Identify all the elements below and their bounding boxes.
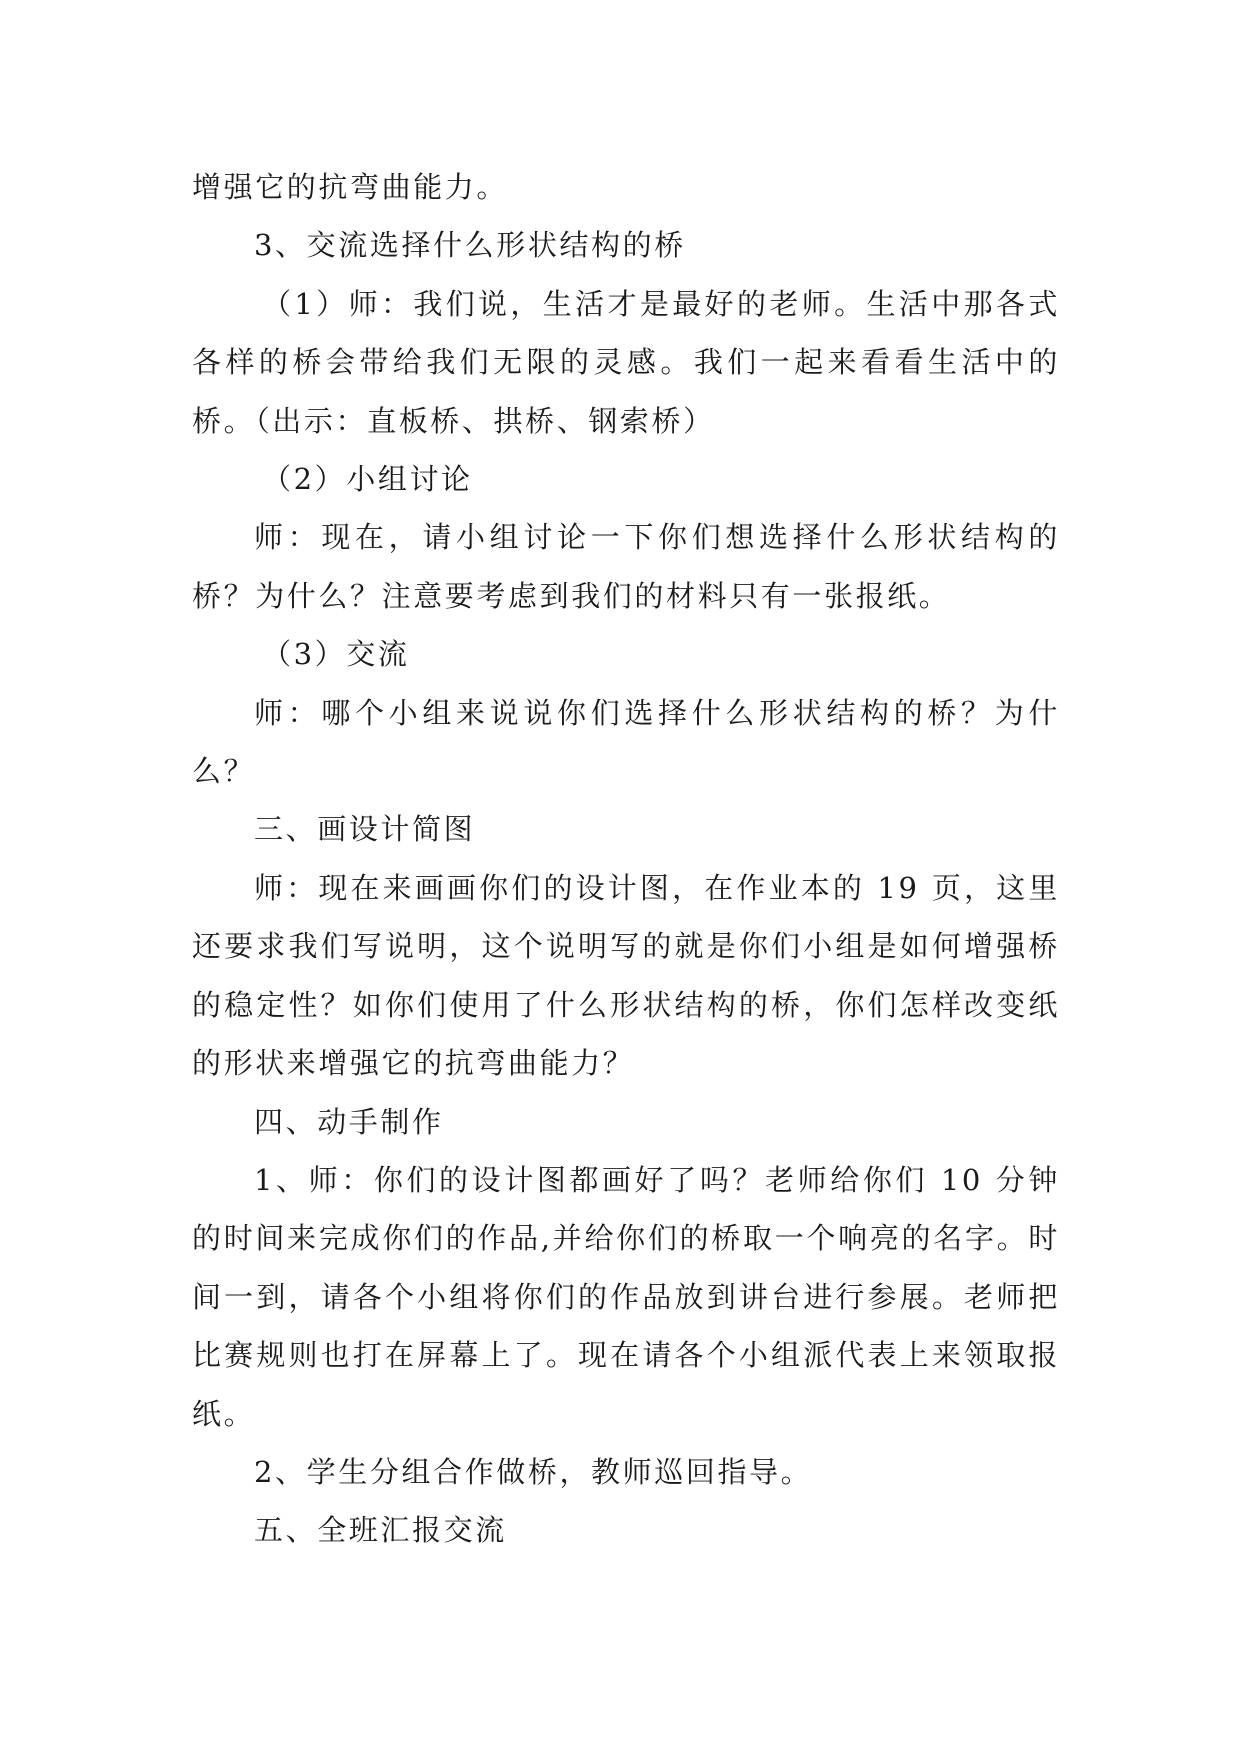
paragraph-step-3-heading: 3、交流选择什么形状结构的桥 — [254, 228, 686, 263]
section-heading-4: 四、动手制作 — [254, 1104, 444, 1139]
paragraph-section-4-step-1: 1、师：你们的设计图都画好了吗？老师给你们 10 分钟的时间来完成你们的作品,并给你们的桥取一个响亮的名字。时间一到，请各个小组将你们的作品放到讲台进行参展。老师把比赛规则也打在屏幕上了。现在请各个小组派代表上来领取报纸。 — [192, 1162, 1060, 1431]
section-heading-5: 五、全班汇报交流 — [254, 1513, 507, 1548]
paragraph-step-3-3-body: 师：哪个小组来说说你们选择什么形状结构的桥？为什么？ — [192, 695, 1060, 789]
paragraph-step-3-1: （1）师：我们说，生活才是最好的老师。生活中那各式各样的桥会带给我们无限的灵感。我们一起来看看生活中的桥。（出示：直板桥、拱桥、钢索桥） — [192, 286, 1060, 438]
paragraph-section-4-step-2: 2、学生分组合作做桥，教师巡回指导。 — [254, 1454, 813, 1489]
paragraph-step-3-2-heading: （2）小组讨论 — [262, 462, 473, 497]
document-body — [192, 158, 1060, 1560]
paragraph-step-3-2-body: 师：现在，请小组讨论一下你们想选择什么形状结构的桥？为什么？注意要考虑到我们的材料只有一张报纸。 — [192, 520, 1060, 613]
paragraph-step-3-3-heading: （3）交流 — [262, 637, 410, 672]
section-heading-3: 三、画设计简图 — [254, 812, 476, 847]
paragraph-continuation: 增强它的抗弯曲能力。 — [192, 170, 509, 204]
paragraph-section-3-body: 师：现在来画画你们的设计图，在作业本的 19 页，这里还要求我们写说明，这个说明写的就是你们小组是如何增强桥的稳定性？如你们使用了什么形状结构的桥，你们怎样改变纸的形状来增强它的抗弯曲能力？ — [192, 870, 1060, 1081]
